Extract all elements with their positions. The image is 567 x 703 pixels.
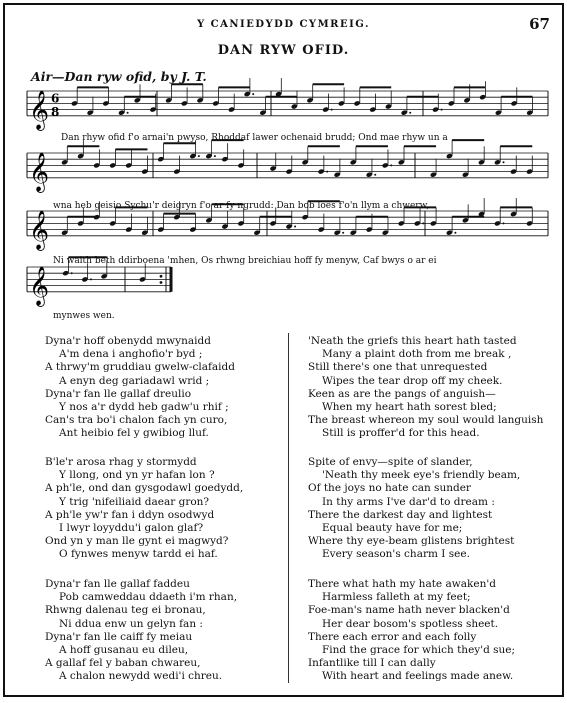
verse-line: Still is proffer'd for this head.: [322, 427, 480, 440]
verse-line: A'm dena i anghofio'r byd ;: [59, 348, 203, 361]
verse-line: Where thy eye-beam glistens brightest: [308, 535, 515, 548]
verse-line: Find the grace for which they'd sue;: [322, 643, 516, 656]
music-notation: [5, 5, 562, 335]
verse-line: Y trig 'nifeiliaid daear gron?: [59, 495, 210, 508]
verse-line: Dyna'r fan lle gallaf faddeu: [45, 578, 190, 590]
verse-line: Ond yn y man lle gynt ei magwyd?: [45, 535, 229, 548]
time-signature-bottom: 8: [51, 104, 60, 119]
dot-mark: [409, 112, 411, 114]
verse-line: Every season's charm I see.: [322, 548, 470, 561]
verse-line: Many a plaint doth from me break ,: [322, 348, 512, 361]
welsh-stanza-2: [45, 456, 243, 562]
verse-line: A chalon newydd wedi'i chreu.: [59, 670, 223, 683]
dot-mark: [503, 222, 505, 224]
verse-line: 'Neath the griefs this heart hath tasted: [308, 335, 517, 347]
dot-mark: [127, 112, 129, 114]
verse-line: There the darkest day and lightest: [308, 508, 493, 521]
dot-mark: [454, 232, 456, 234]
verse-line: Dyna'r fan lle caiff fy meiau: [45, 630, 193, 643]
dot-mark: [331, 109, 333, 111]
dot-mark: [390, 164, 392, 166]
dot-mark: [326, 171, 328, 173]
verse-line: Dyna'r fan lle gallaf dreulio: [45, 387, 192, 400]
dot-mark: [342, 232, 344, 234]
verse-line: In thy arms I've dar'd to dream :: [322, 495, 495, 508]
verse-line: Ni ddua enw un gelyn fan :: [59, 617, 203, 630]
repeat-dot: [160, 275, 163, 278]
verse-line: Keen as are the pangs of anguish—: [308, 387, 496, 400]
verse-line: There what hath my hate awaken'd: [308, 578, 496, 590]
verse-line: Wipes the tear drop off my cheek.: [322, 374, 503, 387]
verse-line: A hoff gusanau eu dileu,: [59, 643, 189, 656]
verse-line: A enyn deg gariadawl wrid ;: [59, 374, 210, 387]
verse-line: Foe-man's name hath never blacken'd: [308, 604, 510, 617]
verse-line: Still there's one that unrequested: [308, 361, 488, 374]
lyric-line-2: wna heb geisio Sychu'r deigryn f'o ar fy ngrudd: Dan bob loes f'o'n llym a chwerw,: [53, 201, 430, 211]
welsh-stanza-3: [45, 578, 237, 684]
dot-mark: [198, 155, 200, 157]
dot-mark: [252, 93, 254, 95]
column-divider: [288, 333, 289, 683]
repeat-dot: [160, 281, 163, 284]
verse-line: Spite of envy—spite of slander,: [308, 456, 473, 468]
dot-mark: [214, 155, 216, 157]
verse-line: The breast whereon my soul would languish: [308, 414, 544, 427]
time-signature-top: 6: [51, 91, 60, 106]
dot-mark: [422, 222, 424, 224]
lyric-line-3: Ni waith beth ddirboena 'mhen, Os rhwng breichiau hoff fy menyw, Caf bwys o ar ei: [53, 256, 437, 266]
dot-mark: [374, 174, 376, 176]
english-stanza-2: [308, 456, 520, 562]
song-title: DAN RYW OFID.: [217, 43, 350, 58]
running-head: Y CANIEDYDD CYMREIG.: [197, 19, 370, 30]
treble-clef-icon: 𝄞: [29, 209, 50, 250]
verse-line: Y nos a'r dydd heb gadw'u rhif ;: [59, 400, 229, 413]
verse-line: B'le'r arosa rhag y stormydd: [45, 456, 197, 468]
verse-line: A ph'le yw'r fan i ddyn osodwyd: [45, 508, 215, 521]
welsh-stanza-1: [45, 335, 235, 441]
english-stanza-1: [308, 335, 543, 441]
verse-line: Infantlike till I can dally: [308, 657, 436, 670]
lyric-line-1: Dan rhyw ofid f'o arnai'n pwyso, Rhoddaf lawer ochenaid brudd; Ond mae rhyw un a: [61, 133, 448, 143]
verse-line: O fynwes menyw tardd ei haf.: [59, 548, 218, 561]
page-number: 67: [529, 15, 550, 33]
verse-line: Can's tra bo'i chalon fach yn curo,: [45, 414, 228, 427]
treble-clef-icon: 𝄞: [29, 151, 50, 192]
verse-line: Y llong, ond yn yr hafan lon ?: [59, 469, 215, 482]
verse-line: Pob camweddau ddaeth i'm rhan,: [59, 591, 238, 604]
verse-line: There each error and each folly: [308, 630, 477, 643]
dot-mark: [294, 226, 296, 228]
dot-mark: [503, 161, 505, 163]
verse-line: Equal beauty have for me;: [322, 521, 463, 534]
verse-line: A gallaf fel y baban chwareu,: [45, 657, 201, 670]
verse-line: Ant heibio fel y gwibiog lluf.: [59, 427, 209, 440]
verse-line: Dyna'r hoff obenydd mwynaidd: [45, 335, 211, 347]
verse-line: A thrwy'm gruddiau gwelw-clafaidd: [45, 361, 235, 374]
verse-line: Of the joys no hate can sunder: [308, 482, 471, 495]
treble-clef-icon: 𝄞: [29, 265, 50, 306]
verse-line: A ph'le, ond dan gysgodawl goedydd,: [45, 482, 244, 495]
verse-line: Rhwng dalenau teg ei bronau,: [45, 604, 206, 617]
lyric-line-4: mynwes wen.: [53, 311, 115, 321]
verse-line: I lwyr loyyddu'i galon glaf?: [59, 521, 204, 534]
verse-line: Harmless falleth at my feet;: [322, 591, 471, 604]
air-attribution: Air—Dan ryw ofid, by J. T.: [31, 69, 207, 84]
dot-mark: [90, 278, 92, 280]
english-stanza-3: [308, 578, 515, 684]
treble-clef-icon: 𝄞: [29, 89, 50, 130]
verse-line: Her dear bosom's spotless sheet.: [322, 617, 499, 630]
dot-mark: [441, 109, 443, 111]
verse-line: With heart and feelings made anew.: [322, 670, 514, 683]
page: [3, 3, 564, 697]
dot-mark: [71, 272, 73, 274]
verse-line: When my heart hath sorest bled;: [322, 400, 497, 413]
verse-line: 'Neath thy meek eye's friendly beam,: [322, 469, 521, 482]
